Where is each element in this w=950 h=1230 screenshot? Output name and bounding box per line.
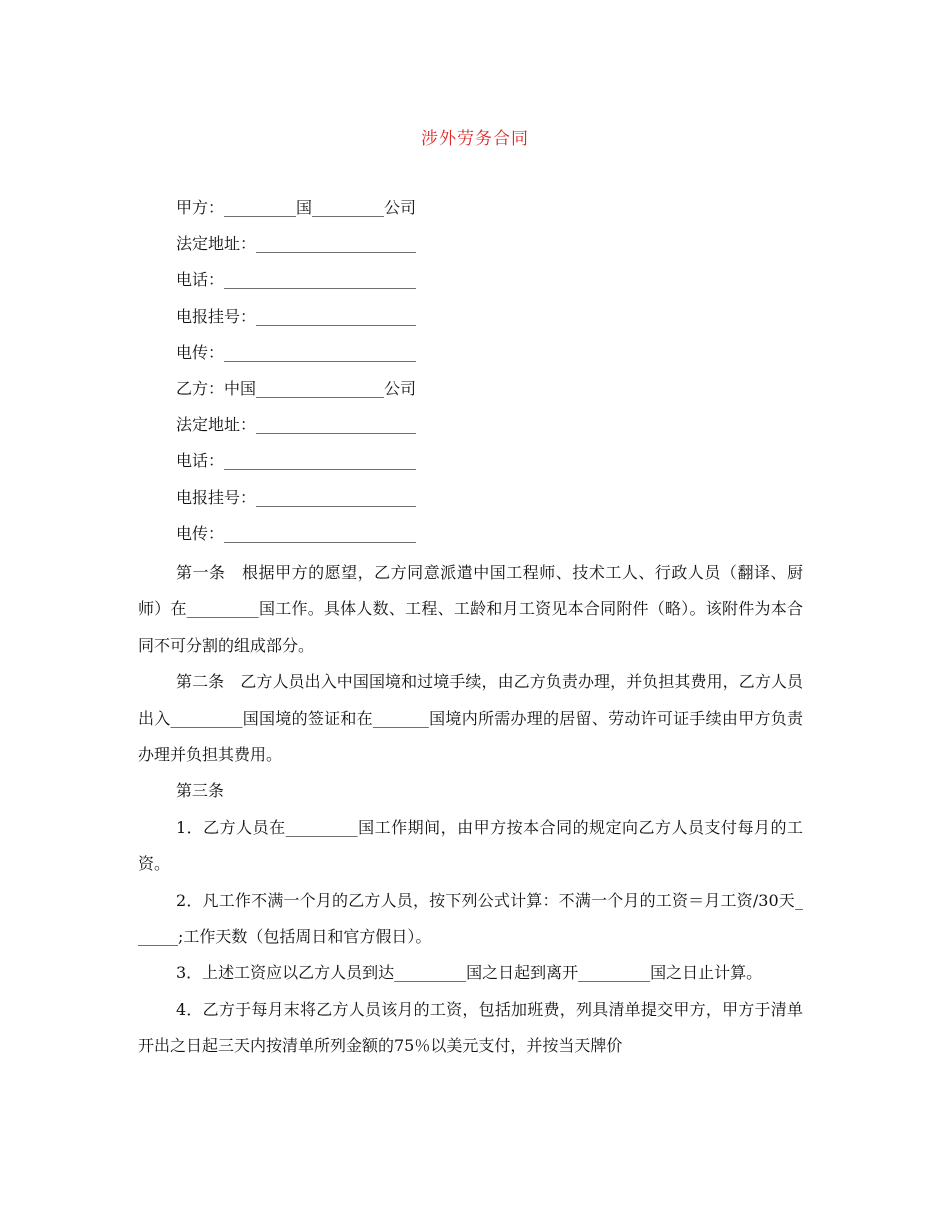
clause-2: 第二条 乙方人员出入中国国境和过境手续，由乙方负责办理，并负担其费用，乙方人员出入_________国国境的签证和在_______国境内所需办理的居留、劳动许可证手续由甲方负责办理并负担其费用。 [138, 672, 803, 765]
party-b-address: 法定地址：____________________ [176, 415, 417, 435]
clause-1: 第一条 根据甲方的愿望，乙方同意派遣中国工程师、技术工人、行政人员（翻译、厨师）在_________国工作。具体人数、工程、工龄和月工资见本合同附件（略）。该附件为本合同不可分割的组成部分。 [138, 563, 803, 655]
party-a-telegram: 电报挂号：____________________ [176, 306, 417, 326]
party-a-fax: 电传：________________________ [176, 342, 417, 362]
party-b-telegram: 电报挂号：____________________ [176, 487, 417, 507]
party-a-phone: 电话：________________________ [176, 270, 417, 290]
party-b-phone: 电话：________________________ [176, 451, 417, 471]
clause-3-item-1: 1．乙方人员在_________国工作期间，由甲方按本合同的规定向乙方人员支付每月的工资。 [138, 817, 803, 874]
contract-clauses [138, 555, 803, 1065]
party-b-fax: 电传：________________________ [176, 523, 417, 543]
clause-3-item-3: 3．上述工资应以乙方人员到达_________国之日起到离开_________国之日止计算。 [176, 963, 763, 983]
party-b-name: 乙方：中国________________公司 [176, 378, 417, 398]
party-a-name: 甲方：_________国_________公司 [176, 198, 417, 217]
party-a-address: 法定地址：____________________ [176, 234, 417, 254]
document-title: 涉外劳务合同 [421, 129, 529, 149]
clause-3-item-4: 4．乙方于每月末将乙方人员该月的工资，包括加班费，列具清单提交甲方，甲方于清单开出之日起三天内按清单所列金额的75％以美元支付，并按当天牌价 [138, 999, 803, 1056]
clause-3-heading: 第三条 [176, 781, 225, 801]
party-info-block [176, 196, 496, 558]
clause-3-item-2: 2．凡工作不满一个月的乙方人员，按下列公式计算：不满一个月的工资＝月工资/30天______;工作天数（包括周日和官方假日）。 [138, 890, 803, 947]
